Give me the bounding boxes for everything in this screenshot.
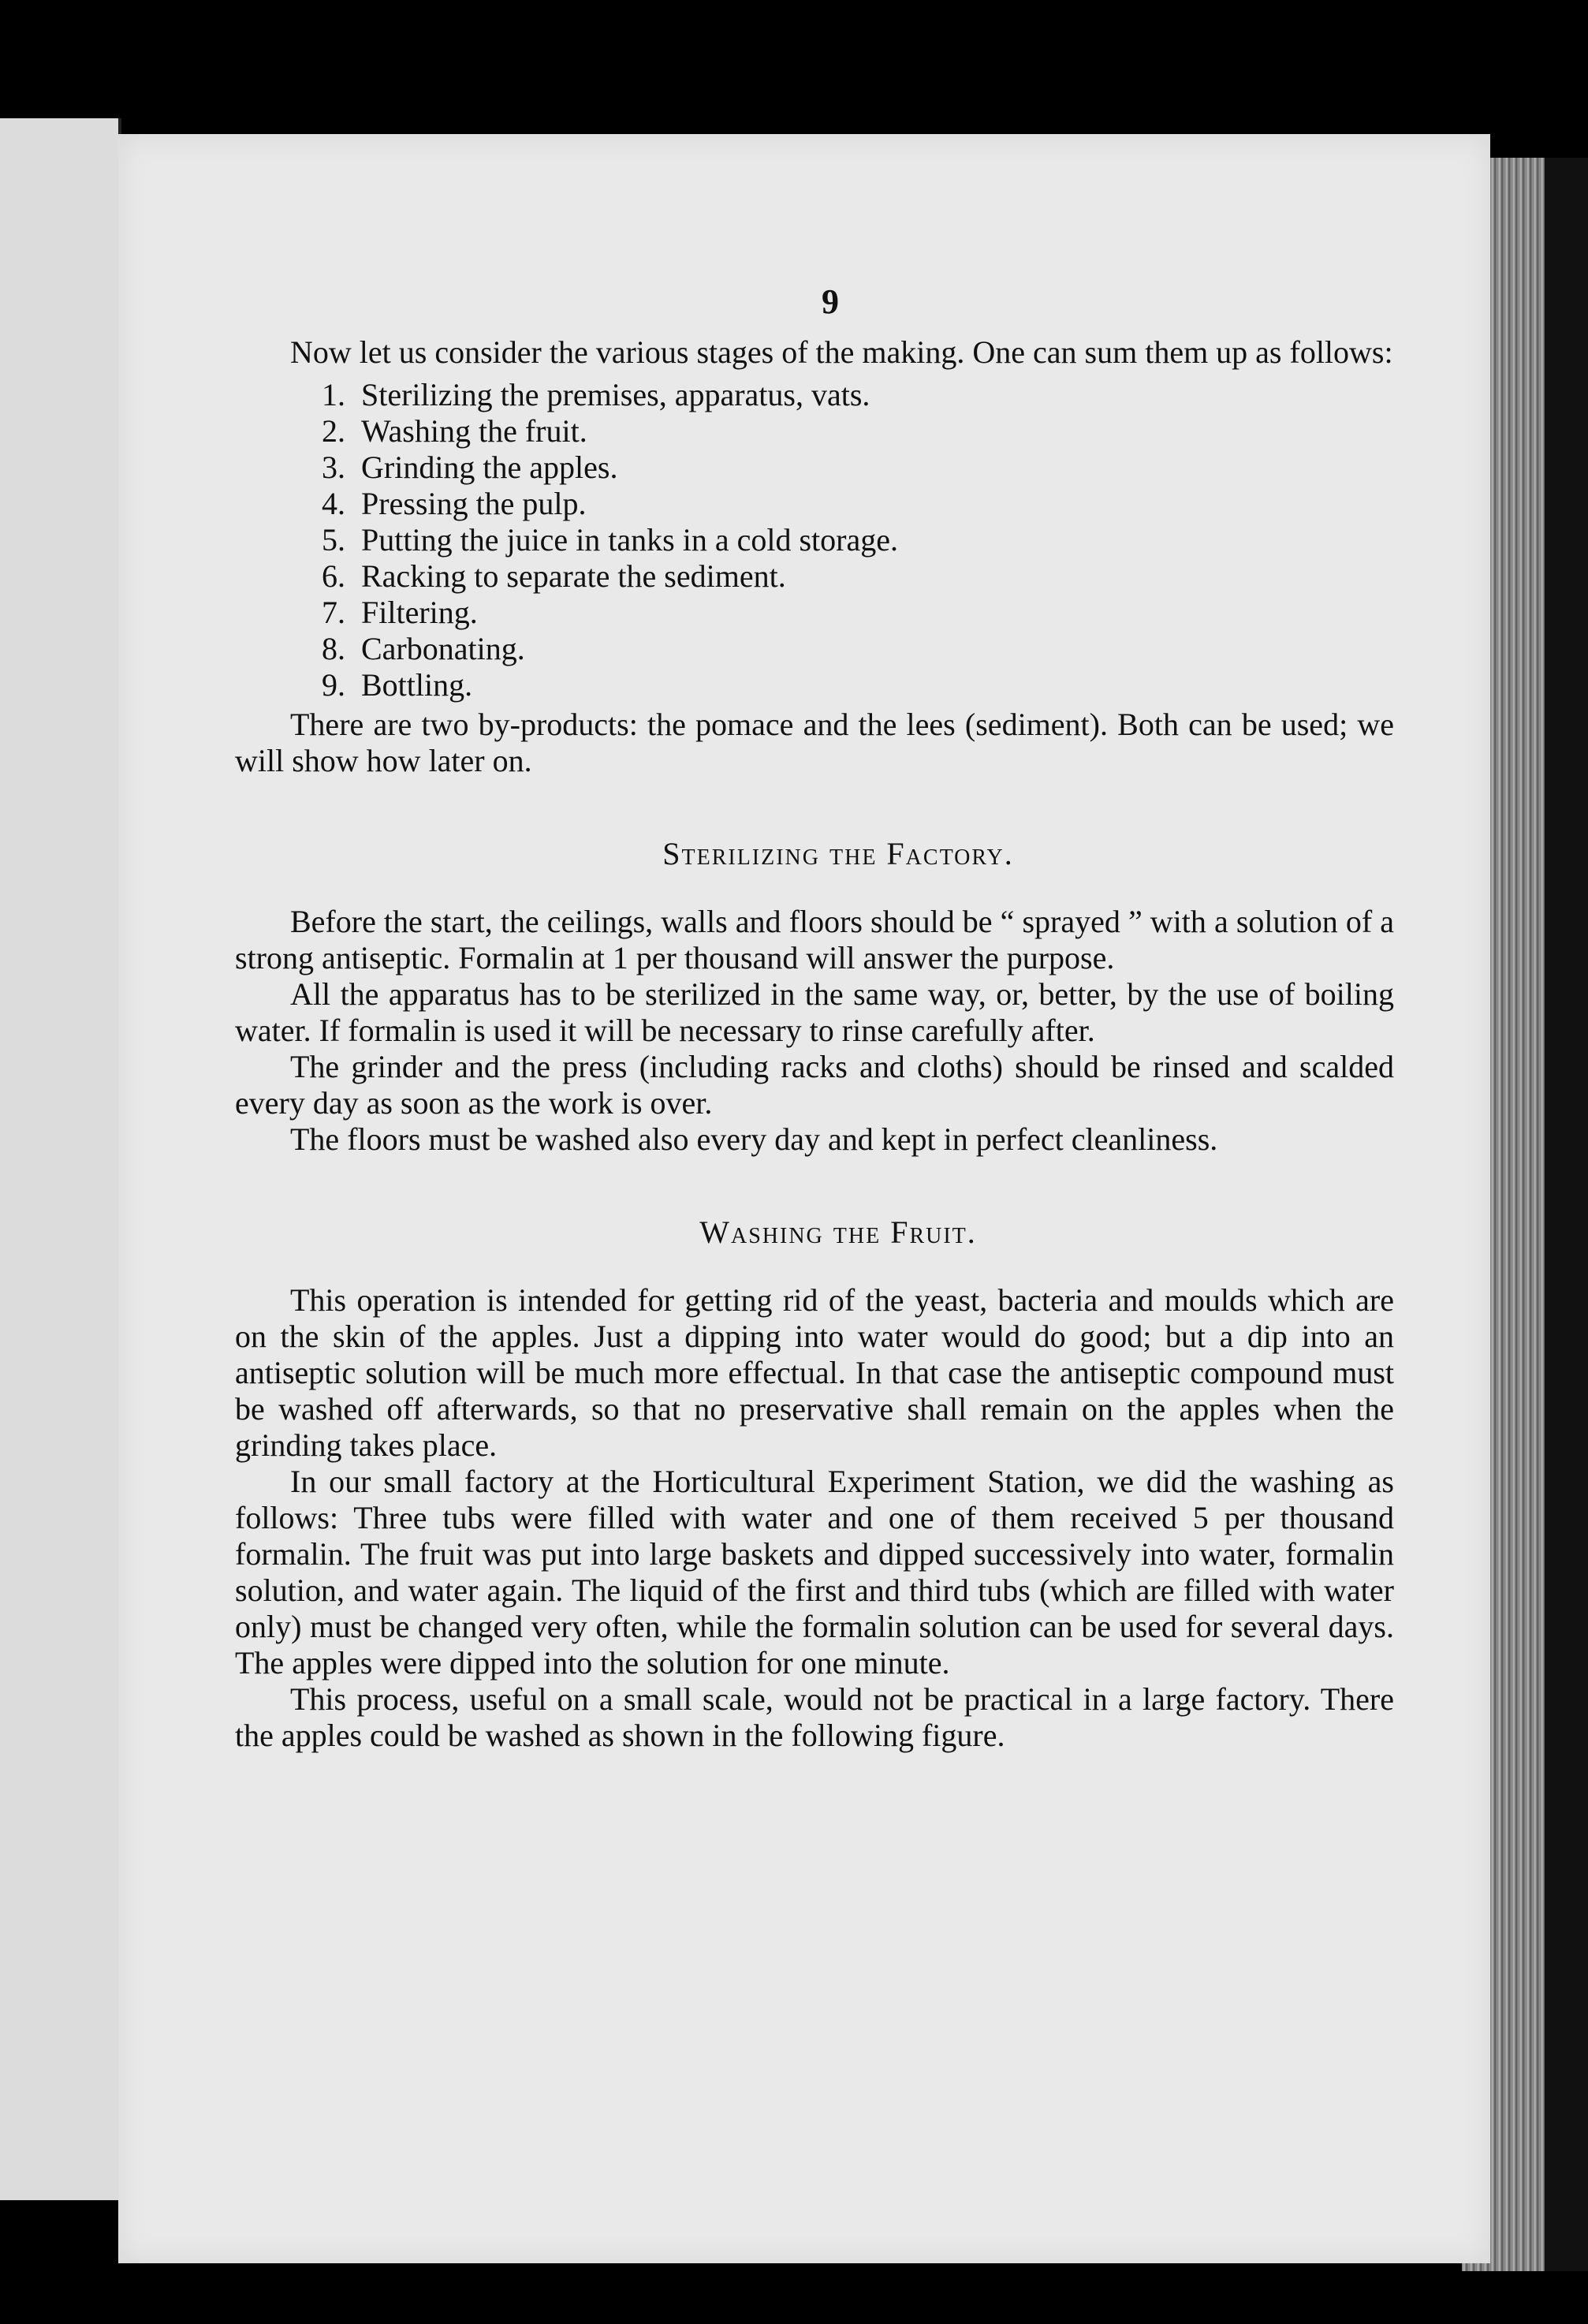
paragraph: Before the start, the ceilings, walls and floors should be “ sprayed ” with a solution of a strong antiseptic. Formalin at 1 per thousand will answer the purpose. xyxy=(235,904,1394,975)
list-item-text: Putting the juice in tanks in a cold storage. xyxy=(361,522,898,558)
list-item-text: Filtering. xyxy=(361,595,478,630)
list-item-number: 3. xyxy=(322,450,345,485)
stages-list xyxy=(235,377,1394,703)
list-item-text: Pressing the pulp. xyxy=(361,486,587,521)
list-item xyxy=(322,558,1394,595)
list-item-number: 4. xyxy=(322,486,345,521)
paragraph: In our small factory at the Horticultural Experiment Station, we did the washing as follows: Three tubs were filled with water and one of them received 5 per thousand formalin. The fruit was put into large baskets and dipped successively into water, formalin solution, and water again. The liquid of the first and third tubs (which are filled with water only) must be changed very often, while the formalin solution can be used for several days. The apples were dipped into the solution for one minute. xyxy=(235,1464,1394,1681)
list-item-number: 2. xyxy=(322,413,345,449)
list-item xyxy=(322,595,1394,631)
section-heading-washing: Washing the Fruit. xyxy=(699,1214,977,1250)
list-item-number: 1. xyxy=(322,377,345,412)
left-page-edge xyxy=(0,118,121,2200)
paragraph: This operation is intended for getting rid of the yeast, bacteria and moulds which are on the skin of the apples. Just a dipping into water would do good; but a dip into an antiseptic solution will be much more effectual. In that case the antiseptic compound must be washed off afterwards, so that no preservative shall remain on the apples when the grinding takes place. xyxy=(235,1282,1394,1463)
list-item-text: Carbonating. xyxy=(361,631,525,666)
list-item-text: Washing the fruit. xyxy=(361,413,587,449)
list-item-text: Grinding the apples. xyxy=(361,450,618,485)
list-item-text: Bottling. xyxy=(361,667,473,703)
section-heading-sterilizing: Sterilizing the Factory. xyxy=(662,836,1014,871)
list-item xyxy=(322,413,1394,450)
paragraph: The floors must be washed also every day and kept in perfect cleanliness. xyxy=(290,1121,1218,1157)
page-number: 9 xyxy=(822,282,839,321)
list-item xyxy=(322,631,1394,667)
list-item-number: 8. xyxy=(322,631,345,666)
paragraph: All the apparatus has to be sterilized in the same way, or, better, by the use of boiling water. If formalin is used it will be necessary to rinse carefully after. xyxy=(235,976,1394,1048)
list-item xyxy=(322,667,1394,703)
list-item xyxy=(322,377,1394,413)
byproducts-paragraph: There are two by-products: the pomace and the lees (sediment). Both can be used; we will show how later on. xyxy=(235,707,1394,778)
list-item xyxy=(322,522,1394,558)
list-item xyxy=(322,450,1394,486)
list-item-number: 5. xyxy=(322,522,345,558)
list-item xyxy=(322,486,1394,522)
list-item-text: Sterilizing the premises, apparatus, vats. xyxy=(361,377,870,412)
list-item-number: 7. xyxy=(322,595,345,630)
list-item-number: 9. xyxy=(322,667,345,703)
page-content xyxy=(235,284,1394,1754)
list-item-text: Racking to separate the sediment. xyxy=(361,558,786,594)
book-page xyxy=(118,134,1490,2263)
paragraph: The grinder and the press (including racks and cloths) should be rinsed and scalded every day as soon as the work is over. xyxy=(235,1049,1394,1121)
intro-paragraph: Now let us consider the various stages of the making. One can sum them up as follows: xyxy=(290,334,1393,370)
paragraph: This process, useful on a small scale, would not be practical in a large factory. There the apples could be washed as shown in the following figure. xyxy=(235,1681,1394,1753)
list-item-number: 6. xyxy=(322,558,345,594)
